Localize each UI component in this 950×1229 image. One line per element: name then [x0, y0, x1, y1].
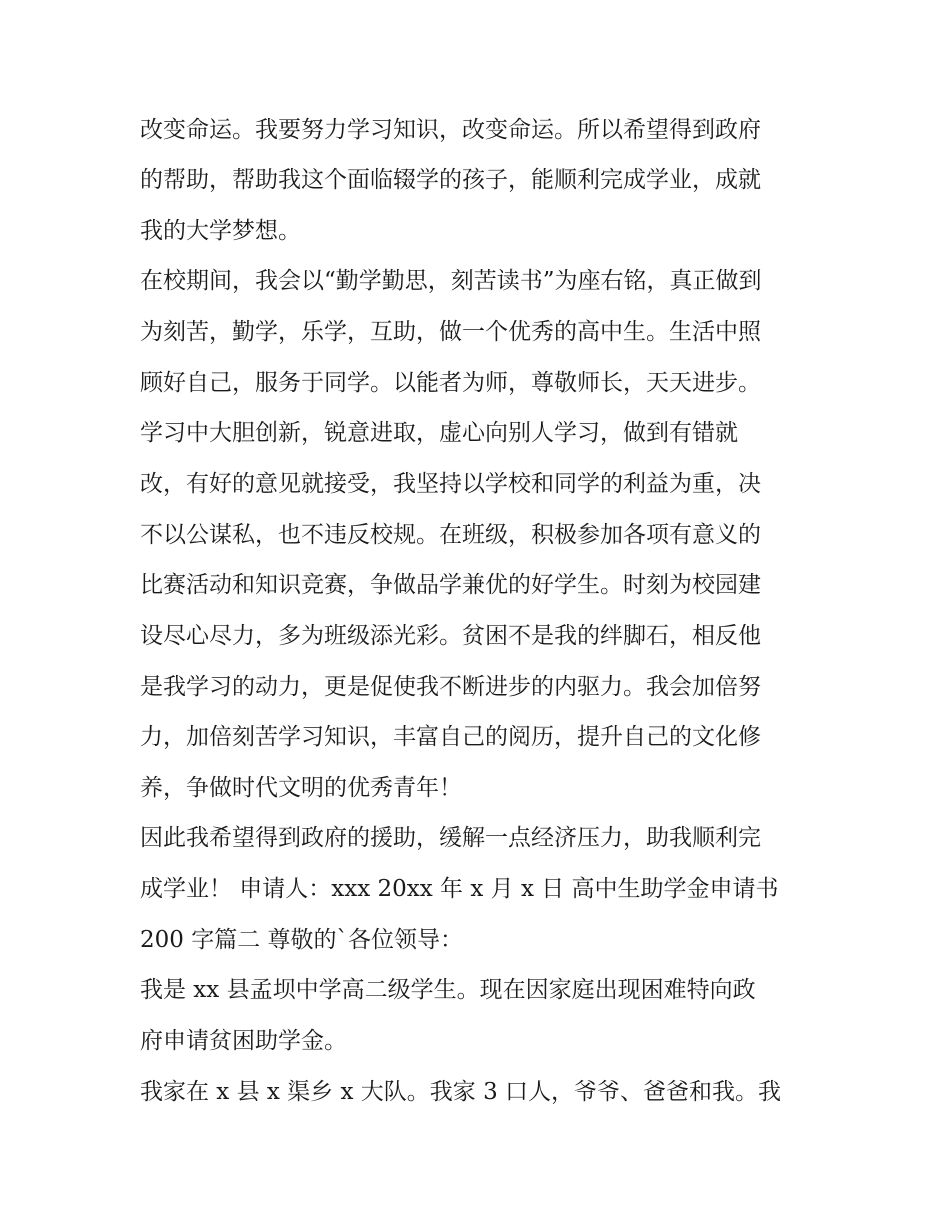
text-line: 是我学习的动力，更是促使我不断进步的内驱力。我会加倍努	[140, 674, 761, 700]
text-line: 顾好自己，服务于同学。以能者为师，尊敬师长，天天进步。	[140, 370, 761, 396]
text-line: 不以公谋私，也不违反校规。在班级，积极参加各项有意义的	[140, 522, 761, 548]
text-line: 我是 xx 县孟坝中学高二级学生。现在因家庭出现困难特向政	[140, 977, 756, 1003]
text-line: 我的大学梦想。	[140, 218, 301, 244]
text-line: 成学业！ 申请人：xxx 20xx 年 x 月 x 日 高中生助学金申请书	[140, 876, 779, 902]
text-line: 学习中大胆创新，锐意进取，虚心向别人学习，做到有错就	[140, 420, 738, 446]
text-line: 设尽心尽力，多为班级添光彩。贫困不是我的绊脚石，相反他	[140, 623, 761, 649]
text-line: 改变命运。我要努力学习知识，改变命运。所以希望得到政府	[140, 117, 761, 143]
text-line: 的帮助，帮助我这个面临辍学的孩子，能顺利完成学业，成就	[140, 167, 761, 193]
text-line: 养，争做时代文明的优秀青年！	[140, 775, 462, 801]
text-line: 因此我希望得到政府的援助，缓解一点经济压力，助我顺利完	[140, 825, 761, 851]
text-line: 200 字篇二 尊敬的`各位领导：	[140, 927, 464, 953]
text-line: 在校期间，我会以“勤学勤思，刻苦读书”为座右铭，真正做到	[140, 268, 762, 294]
text-line: 比赛活动和知识竞赛，争做品学兼优的好学生。时刻为校园建	[140, 572, 761, 598]
text-line: 我家在 x 县 x 渠乡 x 大队。我家 3 口人，爷爷、爸爸和我。我	[140, 1079, 782, 1105]
text-line: 为刻苦，勤学，乐学，互助，做一个优秀的高中生。生活中照	[140, 319, 761, 345]
text-line: 力，加倍刻苦学习知识，丰富自己的阅历，提升自己的文化修	[140, 724, 761, 750]
text-line: 府申请贫困助学金。	[140, 1028, 347, 1054]
text-line: 改，有好的意见就接受，我坚持以学校和同学的利益为重，决	[140, 471, 761, 497]
